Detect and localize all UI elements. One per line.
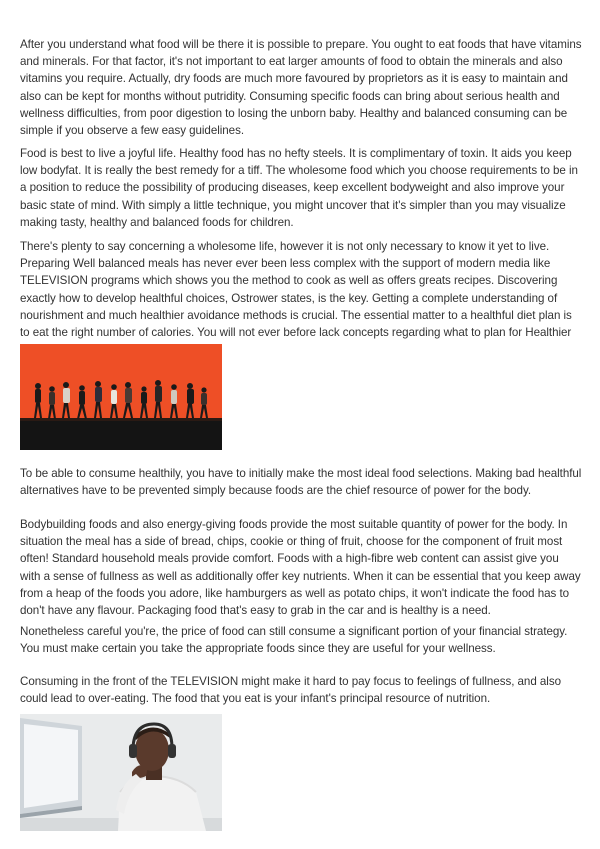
paragraph: Nonetheless careful you're, the price of food can still consume a significant portion of your financial strategy. You must make certain you take the appropriate foods since they are useful for your wellness. <box>20 625 568 656</box>
paragraph: Consuming in the front of the TELEVISION might make it hard to pay focus to feelings of fullness, and also could lead to over-eating. The food that you eat is your infant's principal resource of nutrition. <box>20 675 561 706</box>
paragraph: There's plenty to say concerning a wholesome life, however it is not only necessary to know it yet to live. Preparing Well balanced meals has never ever been less complex with the support of modern media like TELEVISION programs which shows you the method to cook as well as offers greats recipes. Discovering exactly how to develop healthful choices, Ostrower states, is the key. Getting a complete understanding of nourishment and much healthier avoidance methods is crucial. The essential matter to a healthful diet plan is to eat the right number of calories. You will not ever before lack concepts regarding what to plan for Healthier <box>20 240 572 340</box>
paragraph: Food is best to live a joyful life. Healthy food has no hefty steels. It is complimentary of toxin. It aids you keep low bodyfat. It is really the best remedy for a tiff. The wholesome food which you choose requirements to be in a position to reduce the possibility of producing diseases, keep excellent bodyweight and also improve your basic state of mind. With simply a little technique, you might uncover that it's simpler than you may visualize making tasty, healthy and balanced foods for children. <box>20 147 578 229</box>
paragraph: Bodybuilding foods and also energy-giving foods provide the most suitable quantity of power for the body. In situation the meal has a side of bread, chips, cookie or thing of fruit, choose for the component of fruit most often! Standard household meals provide comfort. Foods with a high-fibre web content can assist give you with a sense of fullness as well as additionally offer key nutrients. When it can be essential that you keep away from a heap of the foods you adore, like hamburgers as well as potato chips, it won't indicate the food has to don't have any flavour. Packaging food that's easy to grab in the car and is healthy is a need. <box>20 518 581 618</box>
paragraph: After you understand what food will be there it is possible to prepare. You ought to eat foods that have vitamins and minerals. For that factor, it's not important to eat larger amounts of food to obtain the minerals and also vitamins you require. Actually, dry foods are much more favoured by proprietors as it is easy to maintain and also can be kept for months without putridity. Consuming specific foods can bring about serious health and wellness difficulties, from poor digestion to losing the unborn baby. Healthy and balanced consuming can be simple if you observe a few easy guidelines. <box>20 38 582 138</box>
people-walking-photo <box>20 344 222 450</box>
paragraph: To be able to consume healthily, you have to initially make the most ideal food selections. Making bad healthful alternatives have to be prevented simply because foods are the chief resource of power for the body. <box>20 467 582 498</box>
man-with-headphones-photo <box>20 714 222 831</box>
